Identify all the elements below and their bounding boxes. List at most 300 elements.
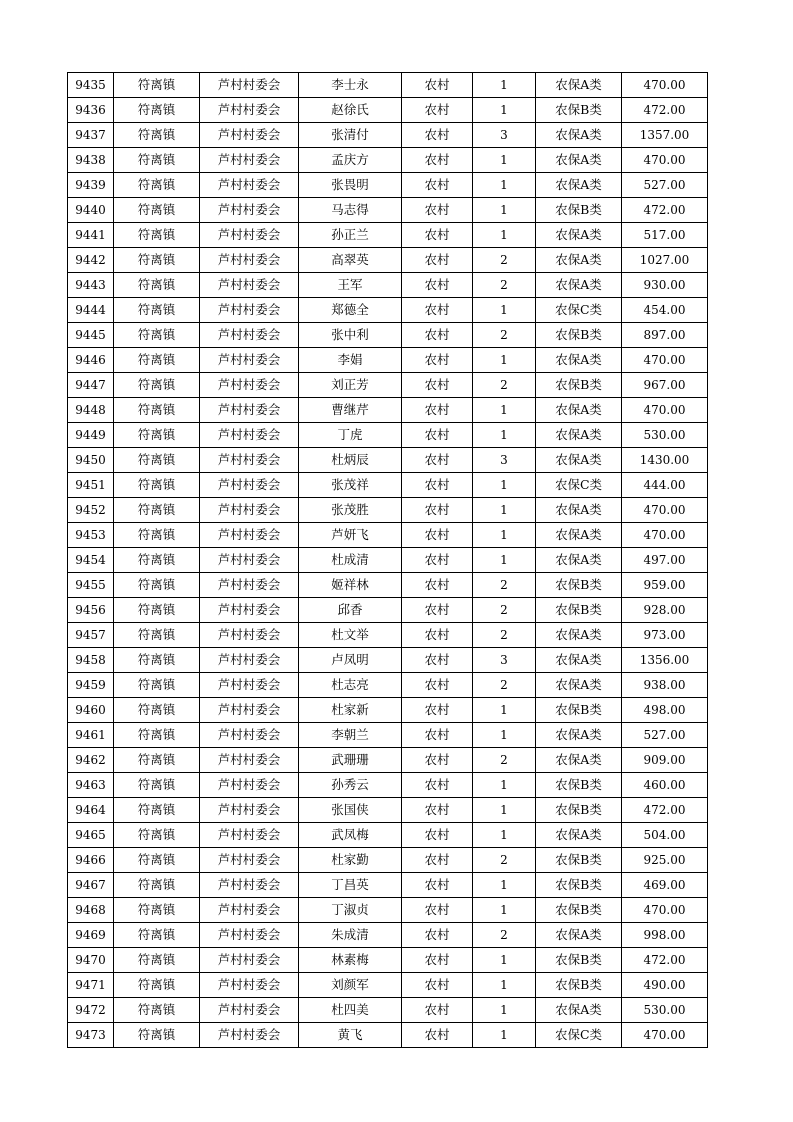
insurance-category-cell: 农保A类 <box>536 173 622 198</box>
table-row <box>68 323 708 348</box>
household-size-cell: 1 <box>473 498 536 523</box>
area-type-cell: 农村 <box>402 598 473 623</box>
area-type-cell: 农村 <box>402 673 473 698</box>
area-type-cell: 农村 <box>402 973 473 998</box>
household-size-cell: 2 <box>473 673 536 698</box>
amount-cell: 527.00 <box>622 723 708 748</box>
person-name-cell: 刘正芳 <box>299 373 402 398</box>
area-type-cell: 农村 <box>402 198 473 223</box>
record-id-cell: 9441 <box>68 223 114 248</box>
insurance-category-cell: 农保B类 <box>536 573 622 598</box>
amount-cell: 498.00 <box>622 698 708 723</box>
table-row <box>68 523 708 548</box>
town-cell: 符离镇 <box>114 723 200 748</box>
town-cell: 符离镇 <box>114 373 200 398</box>
amount-cell: 470.00 <box>622 398 708 423</box>
amount-cell: 998.00 <box>622 923 708 948</box>
town-cell: 符离镇 <box>114 748 200 773</box>
table-row <box>68 898 708 923</box>
amount-cell: 472.00 <box>622 98 708 123</box>
table-row <box>68 823 708 848</box>
town-cell: 符离镇 <box>114 823 200 848</box>
person-name-cell: 黄飞 <box>299 1023 402 1048</box>
town-cell: 符离镇 <box>114 673 200 698</box>
town-cell: 符离镇 <box>114 298 200 323</box>
roster-body <box>68 73 708 1048</box>
area-type-cell: 农村 <box>402 523 473 548</box>
amount-cell: 928.00 <box>622 598 708 623</box>
village-committee-cell: 芦村村委会 <box>200 198 299 223</box>
area-type-cell: 农村 <box>402 148 473 173</box>
amount-cell: 504.00 <box>622 823 708 848</box>
person-name-cell: 高翠英 <box>299 248 402 273</box>
town-cell: 符离镇 <box>114 123 200 148</box>
record-id-cell: 9440 <box>68 198 114 223</box>
person-name-cell: 曹继芹 <box>299 398 402 423</box>
town-cell: 符离镇 <box>114 323 200 348</box>
household-size-cell: 1 <box>473 948 536 973</box>
household-size-cell: 1 <box>473 823 536 848</box>
town-cell: 符离镇 <box>114 798 200 823</box>
area-type-cell: 农村 <box>402 798 473 823</box>
insurance-category-cell: 农保B类 <box>536 798 622 823</box>
town-cell: 符离镇 <box>114 773 200 798</box>
town-cell: 符离镇 <box>114 198 200 223</box>
person-name-cell: 孙正兰 <box>299 223 402 248</box>
amount-cell: 938.00 <box>622 673 708 698</box>
record-id-cell: 9451 <box>68 473 114 498</box>
village-committee-cell: 芦村村委会 <box>200 948 299 973</box>
area-type-cell: 农村 <box>402 123 473 148</box>
person-name-cell: 郑德全 <box>299 298 402 323</box>
household-size-cell: 3 <box>473 648 536 673</box>
person-name-cell: 刘颜军 <box>299 973 402 998</box>
table-row <box>68 398 708 423</box>
insurance-category-cell: 农保A类 <box>536 723 622 748</box>
amount-cell: 530.00 <box>622 423 708 448</box>
record-id-cell: 9442 <box>68 248 114 273</box>
record-id-cell: 9447 <box>68 373 114 398</box>
amount-cell: 1430.00 <box>622 448 708 473</box>
town-cell: 符离镇 <box>114 423 200 448</box>
town-cell: 符离镇 <box>114 148 200 173</box>
person-name-cell: 丁淑贞 <box>299 898 402 923</box>
record-id-cell: 9450 <box>68 448 114 473</box>
area-type-cell: 农村 <box>402 748 473 773</box>
person-name-cell: 马志得 <box>299 198 402 223</box>
village-committee-cell: 芦村村委会 <box>200 373 299 398</box>
person-name-cell: 卢凤明 <box>299 648 402 673</box>
area-type-cell: 农村 <box>402 498 473 523</box>
person-name-cell: 武珊珊 <box>299 748 402 773</box>
area-type-cell: 农村 <box>402 923 473 948</box>
record-id-cell: 9469 <box>68 923 114 948</box>
table-row <box>68 923 708 948</box>
person-name-cell: 张国侠 <box>299 798 402 823</box>
household-size-cell: 1 <box>473 773 536 798</box>
town-cell: 符离镇 <box>114 348 200 373</box>
household-size-cell: 1 <box>473 723 536 748</box>
household-size-cell: 1 <box>473 898 536 923</box>
person-name-cell: 张畏明 <box>299 173 402 198</box>
table-row <box>68 348 708 373</box>
household-size-cell: 2 <box>473 323 536 348</box>
record-id-cell: 9446 <box>68 348 114 373</box>
area-type-cell: 农村 <box>402 173 473 198</box>
person-name-cell: 张茂祥 <box>299 473 402 498</box>
village-committee-cell: 芦村村委会 <box>200 423 299 448</box>
table-row <box>68 123 708 148</box>
area-type-cell: 农村 <box>402 373 473 398</box>
insurance-category-cell: 农保A类 <box>536 423 622 448</box>
amount-cell: 897.00 <box>622 323 708 348</box>
insurance-category-cell: 农保A类 <box>536 273 622 298</box>
table-row <box>68 248 708 273</box>
amount-cell: 472.00 <box>622 948 708 973</box>
insurance-category-cell: 农保A类 <box>536 223 622 248</box>
record-id-cell: 9464 <box>68 798 114 823</box>
person-name-cell: 林素梅 <box>299 948 402 973</box>
record-id-cell: 9462 <box>68 748 114 773</box>
table-row <box>68 1023 708 1048</box>
amount-cell: 472.00 <box>622 798 708 823</box>
record-id-cell: 9437 <box>68 123 114 148</box>
record-id-cell: 9468 <box>68 898 114 923</box>
town-cell: 符离镇 <box>114 273 200 298</box>
insurance-category-cell: 农保C类 <box>536 473 622 498</box>
table-row <box>68 223 708 248</box>
village-committee-cell: 芦村村委会 <box>200 348 299 373</box>
record-id-cell: 9439 <box>68 173 114 198</box>
area-type-cell: 农村 <box>402 998 473 1023</box>
record-id-cell: 9456 <box>68 598 114 623</box>
town-cell: 符离镇 <box>114 1023 200 1048</box>
household-size-cell: 1 <box>473 423 536 448</box>
area-type-cell: 农村 <box>402 723 473 748</box>
household-size-cell: 1 <box>473 298 536 323</box>
person-name-cell: 张清付 <box>299 123 402 148</box>
table-row <box>68 448 708 473</box>
village-committee-cell: 芦村村委会 <box>200 798 299 823</box>
insurance-category-cell: 农保B类 <box>536 98 622 123</box>
amount-cell: 454.00 <box>622 298 708 323</box>
table-row <box>68 723 708 748</box>
village-committee-cell: 芦村村委会 <box>200 598 299 623</box>
village-committee-cell: 芦村村委会 <box>200 323 299 348</box>
person-name-cell: 孙秀云 <box>299 773 402 798</box>
household-size-cell: 1 <box>473 873 536 898</box>
record-id-cell: 9471 <box>68 973 114 998</box>
insurance-category-cell: 农保A类 <box>536 648 622 673</box>
village-committee-cell: 芦村村委会 <box>200 448 299 473</box>
insurance-category-cell: 农保B类 <box>536 698 622 723</box>
table-row <box>68 973 708 998</box>
village-committee-cell: 芦村村委会 <box>200 548 299 573</box>
table-row <box>68 748 708 773</box>
household-size-cell: 1 <box>473 523 536 548</box>
household-size-cell: 2 <box>473 623 536 648</box>
table-row <box>68 148 708 173</box>
insurance-category-cell: 农保A类 <box>536 998 622 1023</box>
insurance-category-cell: 农保B类 <box>536 773 622 798</box>
record-id-cell: 9454 <box>68 548 114 573</box>
insurance-category-cell: 农保B类 <box>536 373 622 398</box>
town-cell: 符离镇 <box>114 73 200 98</box>
table-row <box>68 698 708 723</box>
amount-cell: 497.00 <box>622 548 708 573</box>
household-size-cell: 1 <box>473 173 536 198</box>
village-committee-cell: 芦村村委会 <box>200 123 299 148</box>
insurance-category-cell: 农保A类 <box>536 923 622 948</box>
area-type-cell: 农村 <box>402 648 473 673</box>
amount-cell: 470.00 <box>622 348 708 373</box>
village-committee-cell: 芦村村委会 <box>200 273 299 298</box>
insurance-category-cell: 农保A类 <box>536 748 622 773</box>
insurance-category-cell: 农保B类 <box>536 873 622 898</box>
record-id-cell: 9466 <box>68 848 114 873</box>
person-name-cell: 张中利 <box>299 323 402 348</box>
village-committee-cell: 芦村村委会 <box>200 573 299 598</box>
area-type-cell: 农村 <box>402 98 473 123</box>
insurance-category-cell: 农保A类 <box>536 348 622 373</box>
amount-cell: 1357.00 <box>622 123 708 148</box>
record-id-cell: 9435 <box>68 73 114 98</box>
town-cell: 符离镇 <box>114 848 200 873</box>
insurance-category-cell: 农保A类 <box>536 148 622 173</box>
household-size-cell: 2 <box>473 373 536 398</box>
town-cell: 符离镇 <box>114 598 200 623</box>
insurance-category-cell: 农保C类 <box>536 298 622 323</box>
village-committee-cell: 芦村村委会 <box>200 848 299 873</box>
person-name-cell: 朱成清 <box>299 923 402 948</box>
town-cell: 符离镇 <box>114 473 200 498</box>
town-cell: 符离镇 <box>114 548 200 573</box>
amount-cell: 967.00 <box>622 373 708 398</box>
household-size-cell: 1 <box>473 73 536 98</box>
household-size-cell: 1 <box>473 148 536 173</box>
insurance-category-cell: 农保A类 <box>536 823 622 848</box>
town-cell: 符离镇 <box>114 898 200 923</box>
area-type-cell: 农村 <box>402 873 473 898</box>
record-id-cell: 9459 <box>68 673 114 698</box>
village-committee-cell: 芦村村委会 <box>200 623 299 648</box>
insurance-category-cell: 农保A类 <box>536 523 622 548</box>
area-type-cell: 农村 <box>402 698 473 723</box>
household-size-cell: 1 <box>473 348 536 373</box>
town-cell: 符离镇 <box>114 923 200 948</box>
village-committee-cell: 芦村村委会 <box>200 98 299 123</box>
amount-cell: 530.00 <box>622 998 708 1023</box>
insurance-category-cell: 农保B类 <box>536 898 622 923</box>
amount-cell: 460.00 <box>622 773 708 798</box>
household-size-cell: 2 <box>473 598 536 623</box>
person-name-cell: 芦妍飞 <box>299 523 402 548</box>
person-name-cell: 杜炳辰 <box>299 448 402 473</box>
person-name-cell: 丁虎 <box>299 423 402 448</box>
area-type-cell: 农村 <box>402 73 473 98</box>
town-cell: 符离镇 <box>114 223 200 248</box>
person-name-cell: 杜成清 <box>299 548 402 573</box>
household-size-cell: 1 <box>473 98 536 123</box>
table-row <box>68 798 708 823</box>
area-type-cell: 农村 <box>402 773 473 798</box>
household-size-cell: 1 <box>473 548 536 573</box>
amount-cell: 470.00 <box>622 898 708 923</box>
area-type-cell: 农村 <box>402 273 473 298</box>
table-row <box>68 648 708 673</box>
town-cell: 符离镇 <box>114 873 200 898</box>
household-size-cell: 2 <box>473 848 536 873</box>
table-row <box>68 998 708 1023</box>
household-size-cell: 1 <box>473 223 536 248</box>
amount-cell: 470.00 <box>622 148 708 173</box>
household-size-cell: 3 <box>473 448 536 473</box>
village-committee-cell: 芦村村委会 <box>200 298 299 323</box>
amount-cell: 470.00 <box>622 73 708 98</box>
insurance-category-cell: 农保B类 <box>536 948 622 973</box>
village-committee-cell: 芦村村委会 <box>200 73 299 98</box>
village-committee-cell: 芦村村委会 <box>200 673 299 698</box>
person-name-cell: 李士永 <box>299 73 402 98</box>
town-cell: 符离镇 <box>114 248 200 273</box>
table-row <box>68 573 708 598</box>
person-name-cell: 杜志亮 <box>299 673 402 698</box>
household-size-cell: 2 <box>473 273 536 298</box>
household-size-cell: 2 <box>473 248 536 273</box>
town-cell: 符离镇 <box>114 998 200 1023</box>
town-cell: 符离镇 <box>114 948 200 973</box>
amount-cell: 930.00 <box>622 273 708 298</box>
town-cell: 符离镇 <box>114 573 200 598</box>
record-id-cell: 9448 <box>68 398 114 423</box>
household-size-cell: 1 <box>473 973 536 998</box>
person-name-cell: 王军 <box>299 273 402 298</box>
record-id-cell: 9455 <box>68 573 114 598</box>
record-id-cell: 9445 <box>68 323 114 348</box>
table-row <box>68 623 708 648</box>
amount-cell: 1027.00 <box>622 248 708 273</box>
record-id-cell: 9438 <box>68 148 114 173</box>
household-size-cell: 2 <box>473 748 536 773</box>
amount-cell: 444.00 <box>622 473 708 498</box>
table-row <box>68 98 708 123</box>
village-committee-cell: 芦村村委会 <box>200 723 299 748</box>
area-type-cell: 农村 <box>402 423 473 448</box>
record-id-cell: 9463 <box>68 773 114 798</box>
record-id-cell: 9444 <box>68 298 114 323</box>
area-type-cell: 农村 <box>402 823 473 848</box>
person-name-cell: 杜家新 <box>299 698 402 723</box>
person-name-cell: 丁昌英 <box>299 873 402 898</box>
village-committee-cell: 芦村村委会 <box>200 248 299 273</box>
household-size-cell: 1 <box>473 398 536 423</box>
table-row <box>68 948 708 973</box>
amount-cell: 959.00 <box>622 573 708 598</box>
person-name-cell: 张茂胜 <box>299 498 402 523</box>
record-id-cell: 9460 <box>68 698 114 723</box>
insurance-category-cell: 农保B类 <box>536 848 622 873</box>
person-name-cell: 杜文举 <box>299 623 402 648</box>
record-id-cell: 9436 <box>68 98 114 123</box>
town-cell: 符离镇 <box>114 623 200 648</box>
area-type-cell: 农村 <box>402 623 473 648</box>
area-type-cell: 农村 <box>402 948 473 973</box>
table-row <box>68 848 708 873</box>
household-size-cell: 1 <box>473 798 536 823</box>
town-cell: 符离镇 <box>114 398 200 423</box>
insurance-category-cell: 农保A类 <box>536 448 622 473</box>
town-cell: 符离镇 <box>114 98 200 123</box>
table-row <box>68 473 708 498</box>
insurance-category-cell: 农保A类 <box>536 498 622 523</box>
person-name-cell: 赵徐氏 <box>299 98 402 123</box>
amount-cell: 517.00 <box>622 223 708 248</box>
table-row <box>68 598 708 623</box>
insurance-category-cell: 农保A类 <box>536 548 622 573</box>
record-id-cell: 9472 <box>68 998 114 1023</box>
table-row <box>68 198 708 223</box>
person-name-cell: 姬祥林 <box>299 573 402 598</box>
area-type-cell: 农村 <box>402 398 473 423</box>
household-size-cell: 2 <box>473 573 536 598</box>
amount-cell: 490.00 <box>622 973 708 998</box>
person-name-cell: 杜家勤 <box>299 848 402 873</box>
town-cell: 符离镇 <box>114 498 200 523</box>
table-row <box>68 673 708 698</box>
area-type-cell: 农村 <box>402 223 473 248</box>
area-type-cell: 农村 <box>402 248 473 273</box>
household-size-cell: 3 <box>473 123 536 148</box>
amount-cell: 470.00 <box>622 523 708 548</box>
person-name-cell: 李朝兰 <box>299 723 402 748</box>
person-name-cell: 李娟 <box>299 348 402 373</box>
table-row <box>68 273 708 298</box>
village-committee-cell: 芦村村委会 <box>200 898 299 923</box>
town-cell: 符离镇 <box>114 648 200 673</box>
area-type-cell: 农村 <box>402 573 473 598</box>
amount-cell: 469.00 <box>622 873 708 898</box>
amount-cell: 973.00 <box>622 623 708 648</box>
area-type-cell: 农村 <box>402 323 473 348</box>
person-name-cell: 孟庆方 <box>299 148 402 173</box>
roster-table <box>67 72 708 1048</box>
table-row <box>68 423 708 448</box>
town-cell: 符离镇 <box>114 448 200 473</box>
record-id-cell: 9470 <box>68 948 114 973</box>
town-cell: 符离镇 <box>114 523 200 548</box>
amount-cell: 470.00 <box>622 1023 708 1048</box>
insurance-category-cell: 农保C类 <box>536 1023 622 1048</box>
insurance-category-cell: 农保A类 <box>536 73 622 98</box>
table-row <box>68 298 708 323</box>
village-committee-cell: 芦村村委会 <box>200 148 299 173</box>
area-type-cell: 农村 <box>402 848 473 873</box>
village-committee-cell: 芦村村委会 <box>200 473 299 498</box>
household-size-cell: 1 <box>473 198 536 223</box>
town-cell: 符离镇 <box>114 973 200 998</box>
amount-cell: 472.00 <box>622 198 708 223</box>
village-committee-cell: 芦村村委会 <box>200 973 299 998</box>
area-type-cell: 农村 <box>402 898 473 923</box>
insurance-category-cell: 农保B类 <box>536 598 622 623</box>
record-id-cell: 9465 <box>68 823 114 848</box>
insurance-category-cell: 农保A类 <box>536 673 622 698</box>
household-size-cell: 1 <box>473 698 536 723</box>
insurance-category-cell: 农保B类 <box>536 323 622 348</box>
person-name-cell: 杜四美 <box>299 998 402 1023</box>
person-name-cell: 武凤梅 <box>299 823 402 848</box>
village-committee-cell: 芦村村委会 <box>200 748 299 773</box>
